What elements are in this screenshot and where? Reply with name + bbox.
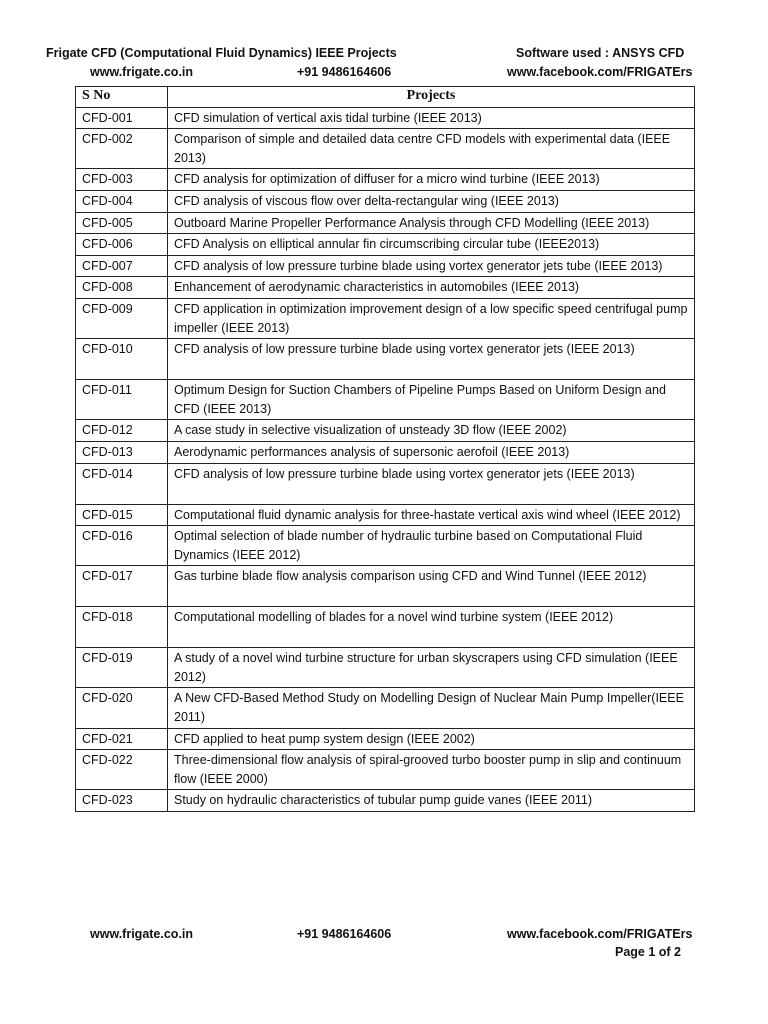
project-id: CFD-006 [76, 234, 168, 256]
table-row [76, 129, 695, 169]
header-phone: +91 9486164606 [297, 65, 392, 79]
project-title: Optimum Design for Suction Chambers of Pipeline Pumps Based on Uniform Design and CFD (IEEE 2013) [168, 380, 695, 420]
project-title: CFD analysis of low pressure turbine blade using vortex generator jets tube (IEEE 2013) [168, 255, 695, 277]
table-row [76, 234, 695, 256]
project-title: A case study in selective visualization of unsteady 3D flow (IEEE 2002) [168, 420, 695, 442]
project-id: CFD-015 [76, 504, 168, 526]
table-row [76, 790, 695, 812]
table-row [76, 298, 695, 338]
table-row [76, 441, 695, 463]
project-id: CFD-014 [76, 463, 168, 504]
header-facebook-link[interactable]: www.facebook.com/FRIGATErs [507, 65, 693, 79]
project-title: Optimal selection of blade number of hydraulic turbine based on Computational Fluid Dynamics (IEEE 2012) [168, 526, 695, 566]
project-title: CFD analysis of low pressure turbine blade using vortex generator jets (IEEE 2013) [168, 339, 695, 380]
footer-phone: +91 9486164606 [297, 927, 392, 941]
project-id: CFD-013 [76, 441, 168, 463]
project-id: CFD-003 [76, 169, 168, 191]
table-row [76, 504, 695, 526]
project-title: Gas turbine blade flow analysis comparison using CFD and Wind Tunnel (IEEE 2012) [168, 566, 695, 607]
project-title: Three-dimensional flow analysis of spiral-grooved turbo booster pump in slip and continuum flow (IEEE 2000) [168, 750, 695, 790]
column-header-sno: S No [76, 87, 168, 108]
project-title: CFD simulation of vertical axis tidal turbine (IEEE 2013) [168, 107, 695, 129]
table-row [76, 380, 695, 420]
header-website-link[interactable]: www.frigate.co.in [90, 65, 194, 79]
table-row [76, 463, 695, 504]
column-header-projects: Projects [168, 87, 695, 108]
project-id: CFD-009 [76, 298, 168, 338]
project-title: Outboard Marine Propeller Performance Analysis through CFD Modelling (IEEE 2013) [168, 212, 695, 234]
project-title: Computational modelling of blades for a novel wind turbine system (IEEE 2012) [168, 607, 695, 648]
table-row [76, 728, 695, 750]
table-row [76, 277, 695, 299]
project-title: CFD application in optimization improvement design of a low specific speed centrifugal pump impeller (IEEE 2013) [168, 298, 695, 338]
project-title: Study on hydraulic characteristics of tubular pump guide vanes (IEEE 2011) [168, 790, 695, 812]
project-id: CFD-004 [76, 190, 168, 212]
table-row [76, 420, 695, 442]
table-row [76, 648, 695, 688]
project-id: CFD-012 [76, 420, 168, 442]
project-id: CFD-018 [76, 607, 168, 648]
project-title: CFD analysis for optimization of diffuser for a micro wind turbine (IEEE 2013) [168, 169, 695, 191]
table-row [76, 688, 695, 728]
project-id: CFD-007 [76, 255, 168, 277]
table-row [76, 107, 695, 129]
project-title: CFD analysis of low pressure turbine blade using vortex generator jets (IEEE 2013) [168, 463, 695, 504]
header-title: Frigate CFD (Computational Fluid Dynamics) IEEE Projects [46, 46, 397, 60]
table-row [76, 255, 695, 277]
project-id: CFD-002 [76, 129, 168, 169]
project-id: CFD-010 [76, 339, 168, 380]
project-id: CFD-017 [76, 566, 168, 607]
page-number: Page 1 of 2 [615, 945, 681, 959]
table-row [76, 190, 695, 212]
table-row [76, 750, 695, 790]
project-title: CFD analysis of viscous flow over delta-rectangular wing (IEEE 2013) [168, 190, 695, 212]
project-id: CFD-008 [76, 277, 168, 299]
table-row [76, 607, 695, 648]
footer-facebook-link[interactable]: www.facebook.com/FRIGATErs [507, 927, 693, 941]
table-header-row [76, 87, 695, 108]
project-title: Aerodynamic performances analysis of supersonic aerofoil (IEEE 2013) [168, 441, 695, 463]
table-row [76, 566, 695, 607]
table-row [76, 169, 695, 191]
table-row [76, 526, 695, 566]
project-id: CFD-005 [76, 212, 168, 234]
project-title: Computational fluid dynamic analysis for three-hastate vertical axis wind wheel (IEEE 2012) [168, 504, 695, 526]
project-title: Comparison of simple and detailed data centre CFD models with experimental data (IEEE 2013) [168, 129, 695, 169]
project-title: A study of a novel wind turbine structure for urban skyscrapers using CFD simulation (IEEE 2012) [168, 648, 695, 688]
project-id: CFD-021 [76, 728, 168, 750]
project-title: CFD Analysis on elliptical annular fin circumscribing circular tube (IEEE2013) [168, 234, 695, 256]
project-title: CFD applied to heat pump system design (IEEE 2002) [168, 728, 695, 750]
project-id: CFD-022 [76, 750, 168, 790]
project-id: CFD-019 [76, 648, 168, 688]
table-row [76, 339, 695, 380]
projects-table [75, 86, 695, 812]
table-row [76, 212, 695, 234]
footer-website-link[interactable]: www.frigate.co.in [90, 927, 194, 941]
header-software: Software used : ANSYS CFD [516, 46, 685, 60]
project-id: CFD-011 [76, 380, 168, 420]
project-title: Enhancement of aerodynamic characteristics in automobiles (IEEE 2013) [168, 277, 695, 299]
project-title: A New CFD-Based Method Study on Modelling Design of Nuclear Main Pump Impeller(IEEE 2011) [168, 688, 695, 728]
project-id: CFD-016 [76, 526, 168, 566]
project-id: CFD-023 [76, 790, 168, 812]
project-id: CFD-020 [76, 688, 168, 728]
project-id: CFD-001 [76, 107, 168, 129]
